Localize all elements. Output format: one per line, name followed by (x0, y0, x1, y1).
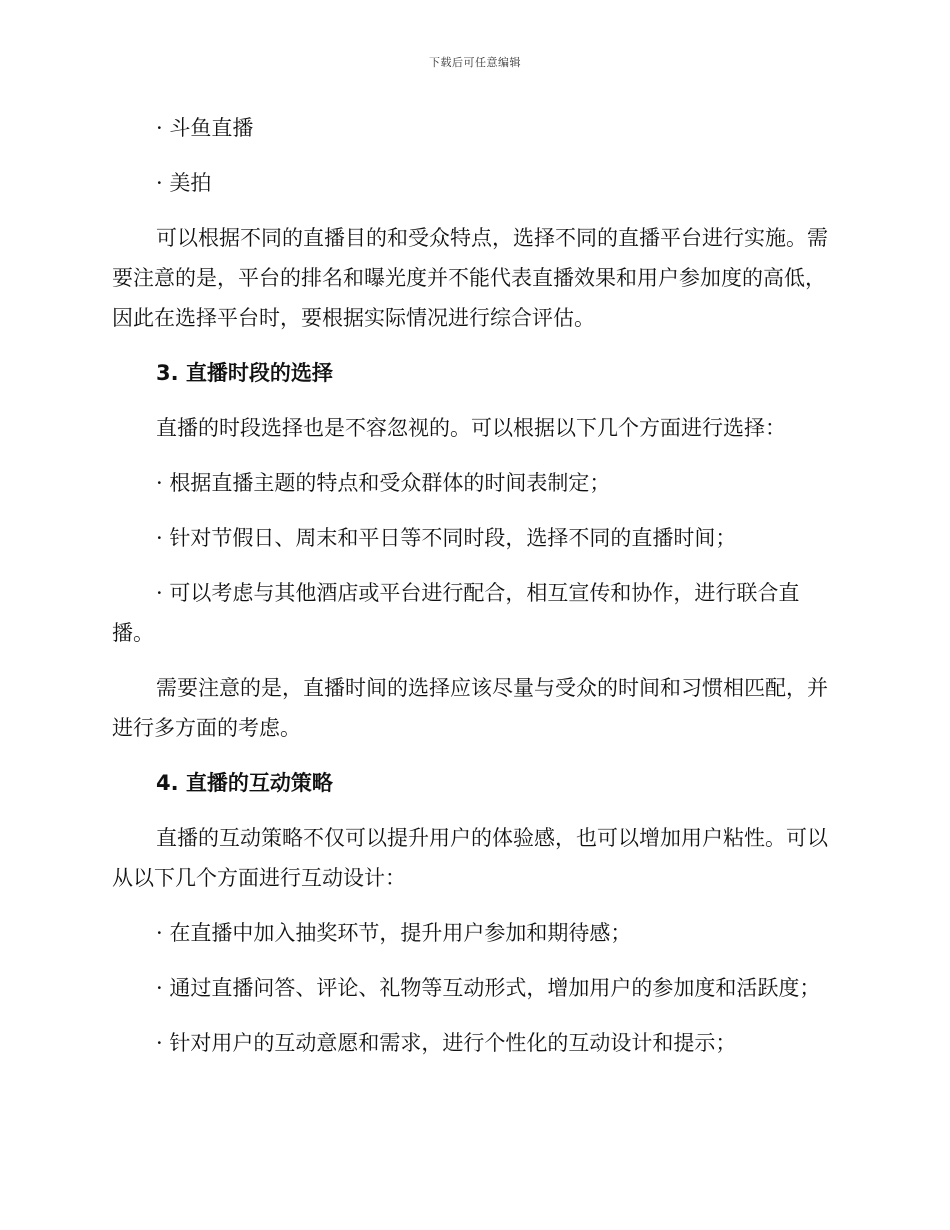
body-paragraph: 可以根据不同的直播目的和受众特点，选择不同的直播平台进行实施。需要注意的是，平台的排名和曝光度并不能代表直播效果和用户参加度的高低，因此在选择平台时，要根据实际情况进行综合评估。 (112, 226, 828, 330)
section-heading: 4. 直播的互动策略 (156, 771, 333, 795)
bullet-item: · 根据直播主题的特点和受众群体的时间表制定； (156, 471, 611, 495)
bullet-item: · 可以考虑与其他酒店或平台进行配合，相互宣传和协作，进行联合直播。 (112, 581, 800, 645)
body-paragraph: 直播的互动策略不仅可以提升用户的体验感，也可以增加用户粘性。可以从以下几个方面进行互动设计： (112, 826, 828, 890)
bullet-item: · 针对用户的互动意愿和需求，进行个性化的互动设计和提示； (156, 1031, 737, 1055)
document-body (112, 108, 830, 1063)
bullet-item: · 在直播中加入抽奖环节，提升用户参加和期待感； (156, 921, 632, 945)
body-paragraph: 直播的时段选择也是不容忽视的。可以根据以下几个方面进行选择： (156, 416, 786, 440)
section-heading: 3. 直播时段的选择 (156, 361, 333, 385)
body-paragraph: 需要注意的是，直播时间的选择应该尽量与受众的时间和习惯相匹配，并进行多方面的考虑。 (112, 676, 828, 740)
bullet-item: · 针对节假日、周末和平日等不同时段，选择不同的直播时间； (156, 526, 737, 550)
page-header: 下载后可任意编辑 (429, 56, 521, 69)
bullet-item: · 美拍 (156, 171, 212, 195)
bullet-item: · 斗鱼直播 (156, 116, 254, 140)
bullet-item: · 通过直播问答、评论、礼物等互动形式，增加用户的参加度和活跃度； (156, 976, 821, 1000)
